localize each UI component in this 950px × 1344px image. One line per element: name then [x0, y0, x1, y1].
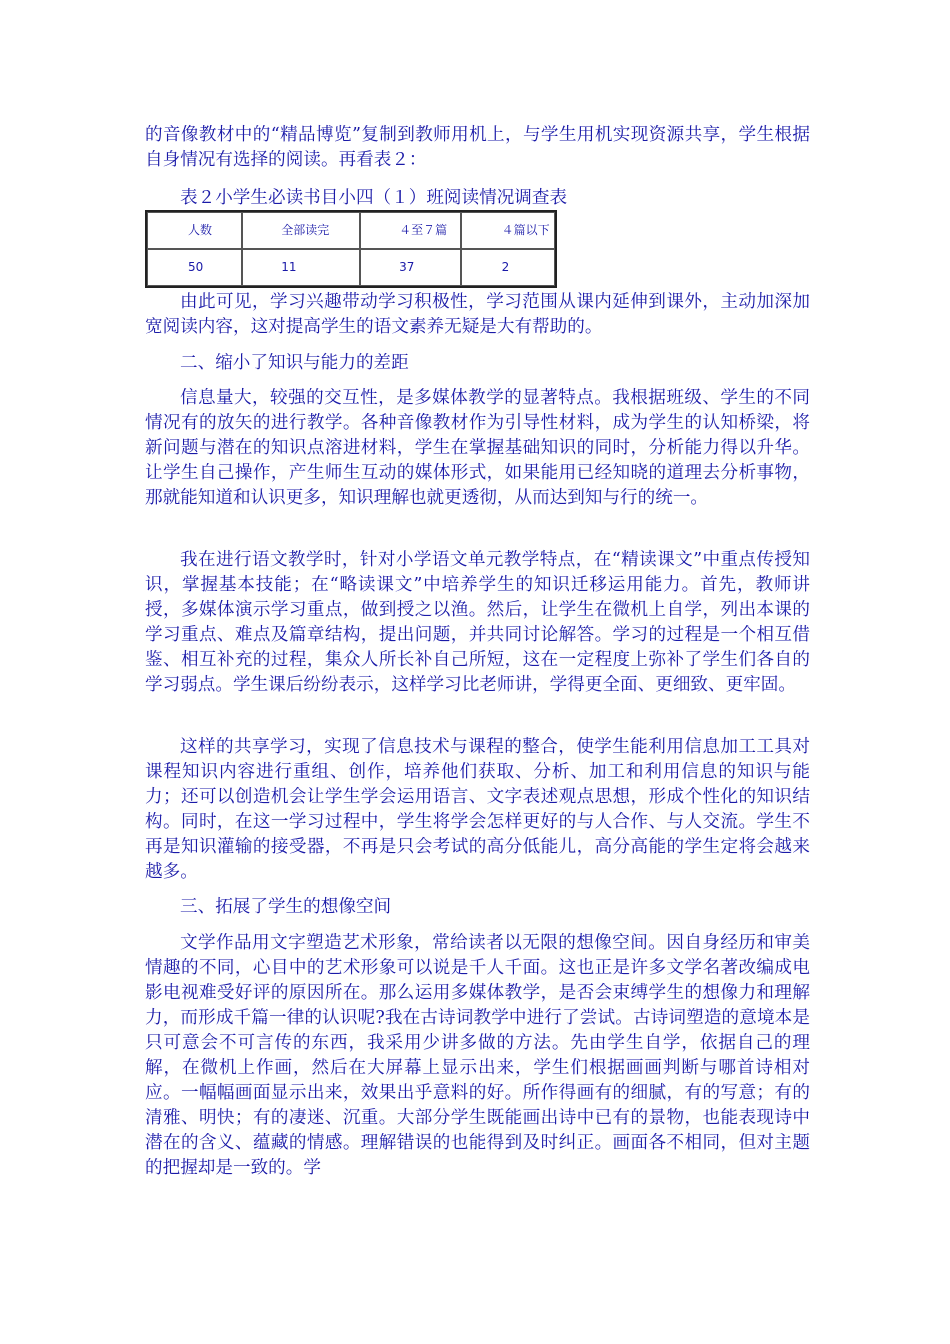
paragraph-conclusion: 由此可见，学习兴趣带动学习积极性，学习范围从课内延伸到课外，主动加深加宽阅读内容，这对提高学生的语文素养无疑是大有帮助的。 — [145, 292, 810, 337]
cell-count: 50 — [147, 249, 242, 286]
cell-below-4: 2 — [461, 249, 555, 286]
table-row — [147, 249, 555, 286]
paragraph-intro: 的音像教材中的“精品博览”复制到教师用机上，与学生用机实现资源共享，学生根据自身情况有选择的阅读。再看表２： — [145, 125, 810, 170]
header-cell-count: 人数 — [147, 212, 242, 249]
reading-survey-table — [145, 210, 557, 288]
paragraph-section2-a: 信息量大，较强的交互性，是多媒体教学的显著特点。我根据班级、学生的不同情况有的放矢的进行教学。各种音像教材作为引导性材料，成为学生的认知桥梁，将新问题与潜在的知识点溶进材料，学生在掌握基础知识的同时，分析能力得以升华。让学生自己操作，产生师生互动的媒体形式，如果能用已经知晓的道理去分析事物，那就能知道和认识更多，知识理解也就更透彻，从而达到知与行的统一。 — [145, 388, 810, 508]
section-heading-2: 二、缩小了知识与能力的差距 — [180, 353, 409, 373]
paragraph-section2-c: 这样的共享学习，实现了信息技术与课程的整合，使学生能利用信息加工工具对课程知识内容进行重组、创作，培养他们获取、分析、加工和利用信息的知识与能力；还可以创造机会让学生学会运用语言、文字表述观点思想，形成个性化的知识结构。同时，在这一学习过程中，学生将学会怎样更好的与人合作、与人交流。学生不再是知识灌输的接受器，不再是只会考试的高分低能儿，高分高能的学生定将会越来越多。 — [145, 737, 810, 882]
paragraph-section2-b: 我在进行语文教学时，针对小学语文单元教学特点，在“精读课文”中重点传授知识，掌握基本技能；在“略读课文”中培养学生的知识迁移运用能力。首先，教师讲授，多媒体演示学习重点，做到授之以渔。然后，让学生在微机上自学，列出本课的学习重点、难点及篇章结构，提出问题，并共同讨论解答。学习的过程是一个相互借鉴、相互补充的过程，集众人所长补自己所短，这在一定程度上弥补了学生们各自的学习弱点。学生课后纷纷表示，这样学习比老师讲，学得更全面、更细致、更牢固。 — [145, 550, 810, 695]
section-heading-3: 三、拓展了学生的想像空间 — [180, 897, 392, 917]
header-cell-below-4: ４篇以下 — [461, 212, 555, 249]
cell-all-read: 11 — [242, 249, 360, 286]
table-caption: 表２小学生必读书目小四（１）班阅读情况调查表 — [180, 188, 568, 208]
table-header-row — [147, 212, 555, 249]
cell-4-to-7: 37 — [360, 249, 461, 286]
header-cell-4-to-7: ４至７篇 — [360, 212, 461, 249]
paragraph-section3: 文学作品用文字塑造艺术形象，常给读者以无限的想像空间。因自身经历和审美情趣的不同，心目中的艺术形象可以说是千人千面。这也正是许多文学名著改编成电影电视难受好评的原因所在。那么运用多媒体教学，是否会束缚学生的想像力和理解力，而形成千篇一律的认识呢?我在古诗词教学中进行了尝试。古诗词塑造的意境本是只可意会不可言传的东西，我采用少讲多做的方法。先由学生自学，依据自己的理解，在微机上作画，然后在大屏幕上显示出来，学生们根据画画判断与哪首诗相对应。一幅幅画面显示出来，效果出乎意料的好。所作得画有的细腻，有的写意；有的清雅、明快；有的凄迷、沉重。大部分学生既能画出诗中已有的景物，也能表现诗中潜在的含义、蕴藏的情感。理解错误的也能得到及时纠正。画面各不相同，但对主题的把握却是一致的。学 — [145, 933, 810, 1178]
header-cell-all-read: 全部读完 — [242, 212, 360, 249]
